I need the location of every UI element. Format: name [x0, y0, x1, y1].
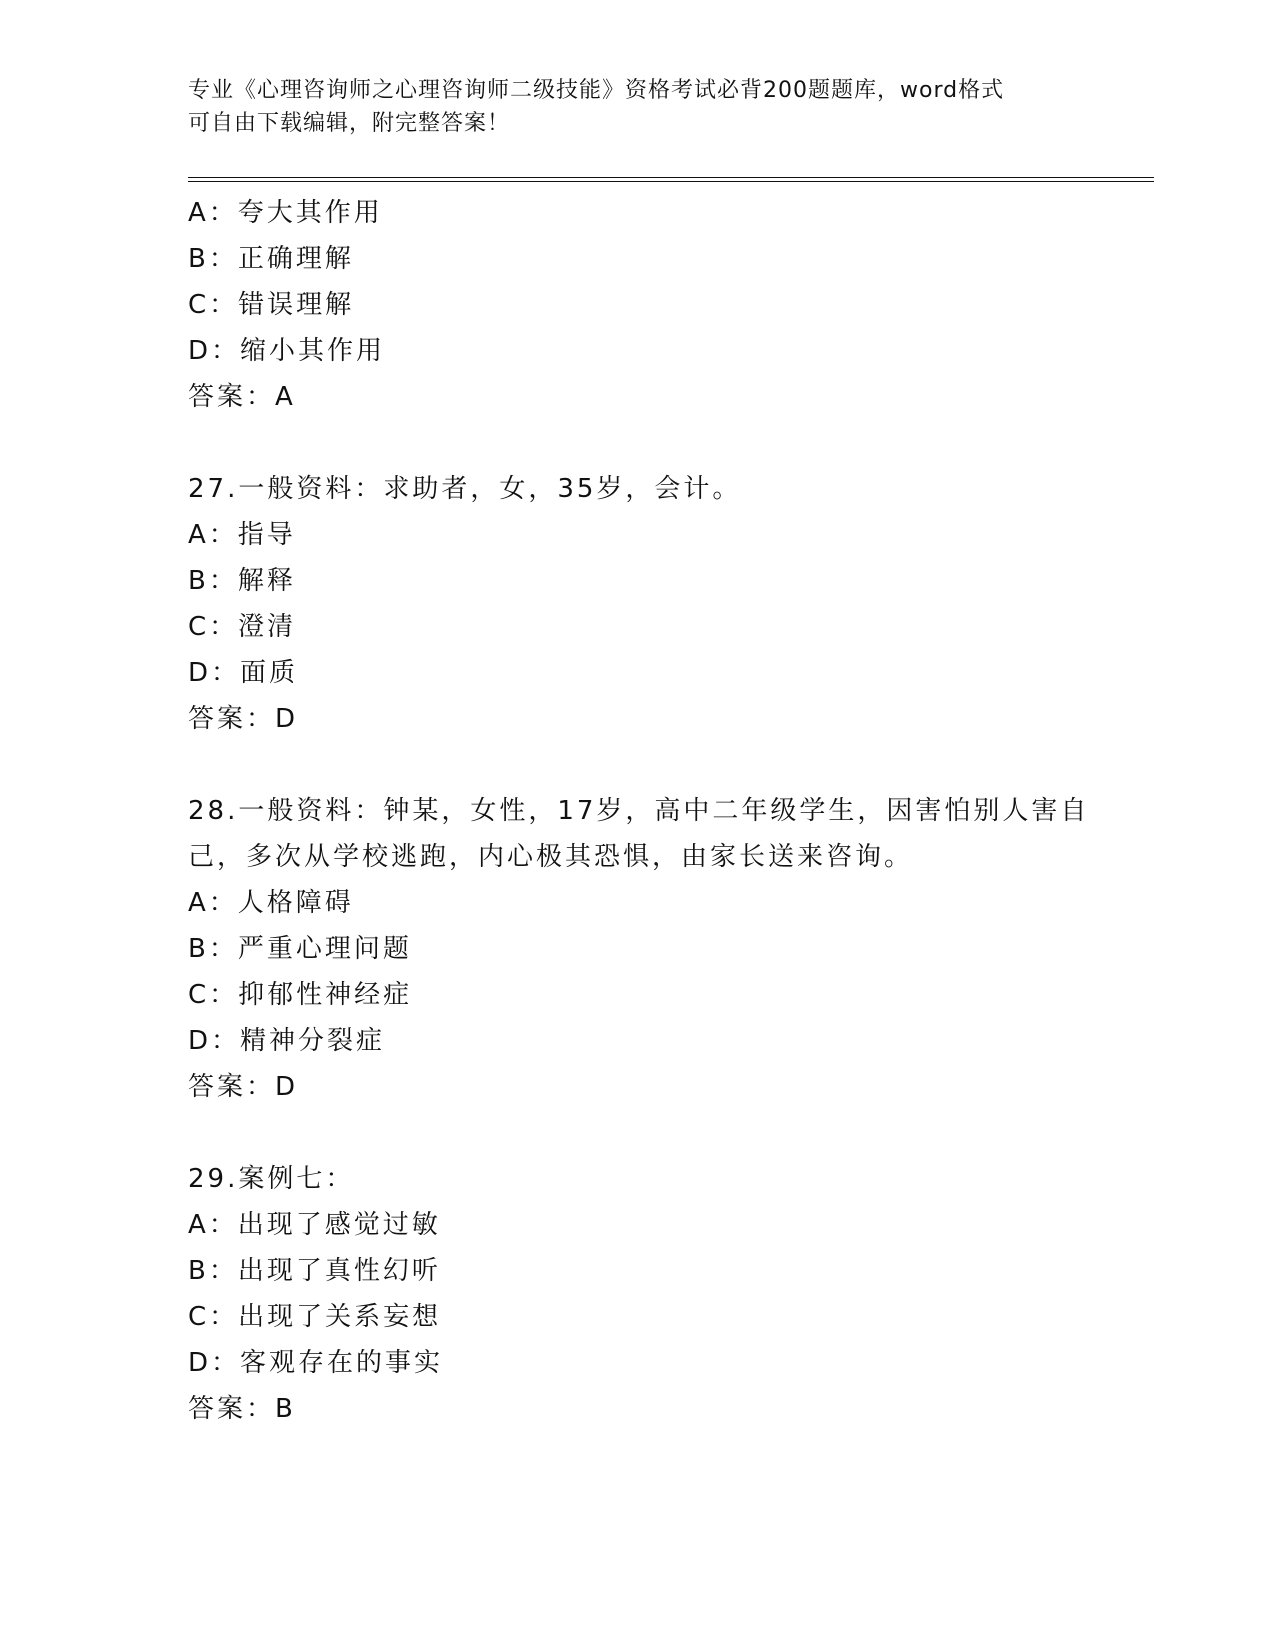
question-27 [188, 466, 1088, 742]
question-stem: 29.案例七： [188, 1164, 355, 1194]
question-28 [188, 788, 1088, 1110]
answer: 答案：B [188, 1394, 296, 1424]
option-d: D：缩小其作用 [188, 336, 386, 366]
option-c: C：澄清 [188, 612, 297, 642]
option-c: C：出现了关系妄想 [188, 1302, 442, 1332]
header-line-2: 可自由下载编辑，附完整答案！ [188, 111, 511, 136]
option-b: B：正确理解 [188, 244, 354, 274]
option-d: D：客观存在的事实 [188, 1348, 444, 1378]
option-c: C：抑郁性神经症 [188, 980, 413, 1010]
question-list [188, 190, 1088, 1432]
question-stem-line-1: 28.一般资料：钟某，女性，17岁，高中二年级学生，因害怕别人害自 [188, 796, 1090, 826]
option-c: C：错误理解 [188, 290, 355, 320]
question-26-continuation [188, 190, 1088, 420]
option-d: D：精神分裂症 [188, 1026, 386, 1056]
spacer [188, 1110, 1088, 1156]
option-a: A：人格障碍 [188, 888, 354, 918]
option-a: A：指导 [188, 520, 296, 550]
spacer [188, 742, 1088, 788]
option-a: A：出现了感觉过敏 [188, 1210, 441, 1240]
answer: 答案：A [188, 382, 296, 412]
option-b: B：严重心理问题 [188, 934, 412, 964]
document-header [188, 74, 1078, 140]
option-b: B：出现了真性幻听 [188, 1256, 441, 1286]
question-stem-line-2: 己，多次从学校逃跑，内心极其恐惧，由家长送来咨询。 [188, 842, 914, 872]
header-line-1: 专业《心理咨询师之心理咨询师二级技能》资格考试必背200题题库，word格式 [188, 78, 1005, 103]
option-a: A：夸大其作用 [188, 198, 383, 228]
question-29 [188, 1156, 1088, 1432]
header-divider [188, 177, 1154, 182]
spacer [188, 420, 1088, 466]
answer: 答案：D [188, 704, 299, 734]
option-b: B：解释 [188, 566, 296, 596]
option-d: D：面质 [188, 658, 299, 688]
question-stem: 27.一般资料：求助者，女，35岁，会计。 [188, 474, 742, 504]
answer: 答案：D [188, 1072, 299, 1102]
